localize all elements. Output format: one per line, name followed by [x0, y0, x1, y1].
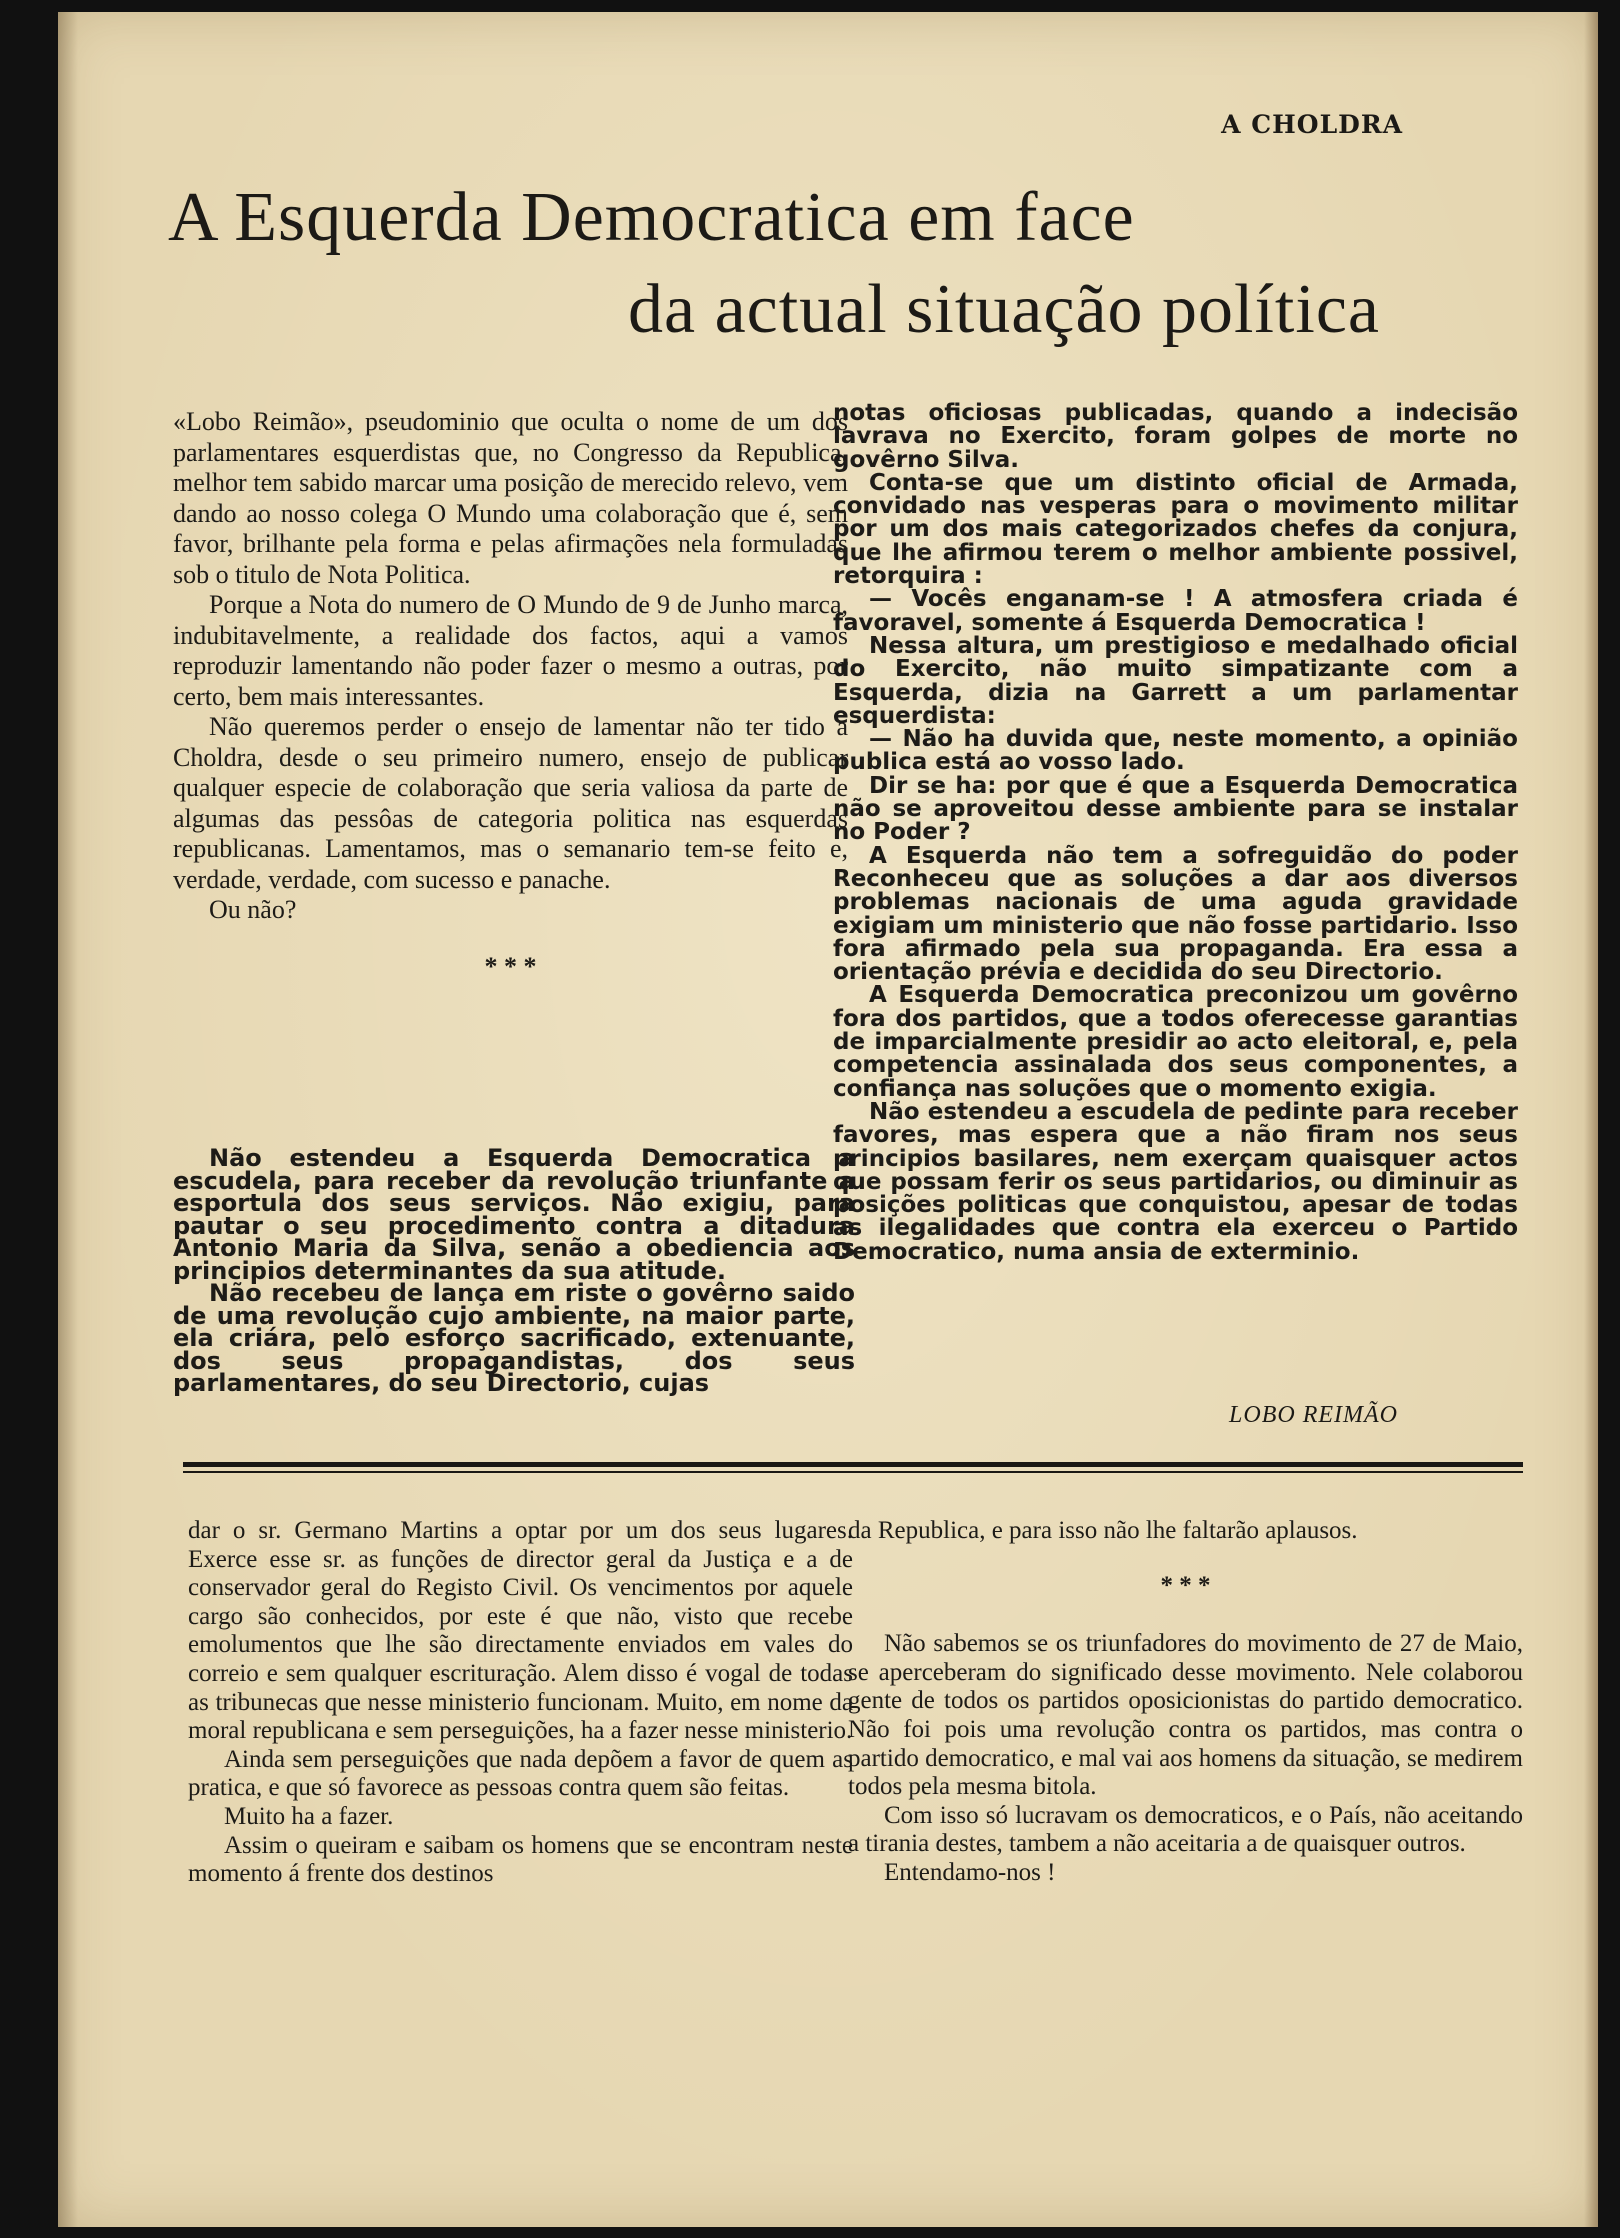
paragraph: Assim o queiram e saibam os homens que se encontram neste momento á frente dos destinos — [188, 1831, 853, 1888]
paragraph: Não estendeu a Esquerda Democratica a escudela, para receber da revolução triunfante a esportula dos seus serviços. Não exigiu, para pautar o seu procedimento contra a ditadura Antonio Maria da Silva, senão a obediencia aos principios determinantes da sua atitude. — [173, 1144, 855, 1285]
upper-left-column — [173, 407, 848, 1012]
paragraph: Não estendeu a escudela de pedinte para receber favores, mas espera que a não firam nos seus principios basilares, nem exerçam quaisquer actos que possam ferir os seus partidarios, ou diminuir as posições politicas que conquistou, apesar de todas as ilegalidades que contra ela exerceu o Partido Democratico, numa ansia de exterminio. — [833, 1098, 1518, 1265]
running-head: A CHOLDRA — [1221, 110, 1403, 139]
paragraph: Ainda sem perseguições que nada depõem a favor de quem as pratica, e que só favorece as pessoas contra quem são feitas. — [188, 1745, 853, 1802]
paragraph: «Lobo Reimão», pseudominio que oculta o nome de um dos parlamentares esquerdistas que, no Congresso da Republica, melhor tem sabido marcar uma posição de merecido relevo, vem dando ao nosso colega O Mundo uma colaboração que é, sem favor, brilhante pela forma e pelas afirmações nela formuladas sob o titulo de Nota Politica. — [173, 407, 848, 589]
upper-left-lower-column — [173, 1144, 855, 1397]
paragraph: Com isso só lucravam os democraticos, e o País, não aceitando a tirania destes, tambem a não aceitaria a de quaisquer outros. — [848, 1801, 1523, 1858]
paragraph: Conta-se que um distinto oficial de Armada, convidado nas vesperas para o movimento militar por um dos mais categorizados chefes da conjura, que lhe afirmou terem o melhor ambiente possivel, retorquira : — [833, 469, 1518, 590]
paragraph: Não queremos perder o ensejo de lamentar não ter tido a Choldra, desde o seu primeiro numero, ensejo de publicar qualquer especie de colaboração que seria valiosa da parte de algumas das pessôas de categoria politica nas esquerdas republicanas. Lamentamos, mas o semanario tem-se feito e, verdade, verdade, com sucesso e panache. — [173, 712, 848, 894]
paragraph: A Esquerda não tem a sofreguidão do poder Reconheceu que as soluções a dar aos diversos problemas nacionais de uma aguda gravidade exigiam um ministerio que não fosse partidario. Isso fora afirmado pela sua propaganda. Era essa a orientação prévia e decidida do seu Directorio. — [833, 842, 1518, 986]
asterism: * * * — [1160, 1571, 1211, 1599]
paragraph: Nessa altura, um prestigioso e medalhado oficial do Exercito, não muito simpatizante com a Esquerda, dizia na Garrett a um parlamentar esquerdista: — [833, 632, 1518, 729]
paragraph: — Não ha duvida que, neste momento, a opinião publica está ao vosso lado. — [833, 726, 1518, 776]
paragraph: dar o sr. Germano Martins a optar por um dos seus lugares. Exerce esse sr. as funções de director geral da Justiça e a de conservador geral do Registo Civil. Os vencimentos por aquele cargo são conhecidos, por este é que não, visto que recebe emolumentos que lhe são directamente enviados em vales do correio e sem qualquer escrituração. Alem disso é vogal de todas as tribunecas que nesse ministerio funcionam. Muito, em nome da moral republicana e sem perseguições, ha a fazer nesse ministerio. — [188, 1517, 853, 1745]
paragraph: Ou não? — [209, 895, 297, 924]
author-signature: LOBO REIMÃO — [1229, 1402, 1398, 1428]
paragraph: da Republica, e para isso não lhe faltarão aplausos. — [848, 1517, 1358, 1544]
paragraph: notas oficiosas publicadas, quando a indecisão lavrava no Exercito, foram golpes de morte no govêrno Silva. — [833, 400, 1518, 473]
paragraph: A Esquerda Democratica preconizou um govêrno fora dos partidos, que a todos oferecesse garantias de imparcialmente presidir ao acto eleitoral, e, pela competencia assinalada dos seus componentes, a confiança nas soluções que o momento exigia. — [833, 982, 1518, 1102]
paragraph: Não sabemos se os triunfadores do movimento de 27 de Maio, se aperceberam do significado desse movimento. Nele colaborou gente de todos os partidos oposicionistas do partido democratico. Não foi pois uma revolução contra os partidos, mas contra o partido democratico, e mal vai aos homens da situação, se medirem todos pela mesma bitola. — [848, 1630, 1523, 1801]
newspaper-page — [58, 12, 1598, 2227]
paragraph: Entendamo-nos ! — [884, 1858, 1056, 1886]
paragraph: Dir se ha: por que é que a Esquerda Democratica não se aproveitou desse ambiente para se instalar no Poder ? — [833, 772, 1518, 846]
upper-right-column — [833, 402, 1518, 1264]
title-line-1: A Esquerda Democratica em face — [168, 179, 1135, 256]
title-line-2: da actual situação política — [628, 271, 1380, 348]
page-edge-shadow — [1584, 12, 1598, 2227]
paragraph: Não recebeu de lança em riste o govêrno saido de uma revolução cujo ambiente, na maior parte, ela criára, pelo esforço sacrificado, extenuante, dos seus propagandistas, dos seus parlamentares, do seu Directorio, cujas — [173, 1279, 855, 1397]
paragraph: Muito ha a fazer. — [224, 1802, 394, 1830]
article-title — [168, 172, 1528, 356]
section-divider-rule — [183, 1462, 1523, 1476]
page-gutter-shadow — [58, 12, 78, 2227]
paragraph: Porque a Nota do numero de O Mundo de 9 de Junho marca, indubitavelmente, a realidade dos factos, aqui a vamos reproduzir lamentando não poder fazer o mesmo a outras, por certo, bem mais interessantes. — [173, 590, 848, 711]
lower-left-column — [188, 1517, 853, 1889]
lower-right-column — [848, 1517, 1523, 1888]
paragraph: — Vocês enganam-se ! A atmosfera criada é favoravel, somente á Esquerda Democratica ! — [833, 586, 1518, 636]
asterism: * * * — [484, 951, 537, 981]
